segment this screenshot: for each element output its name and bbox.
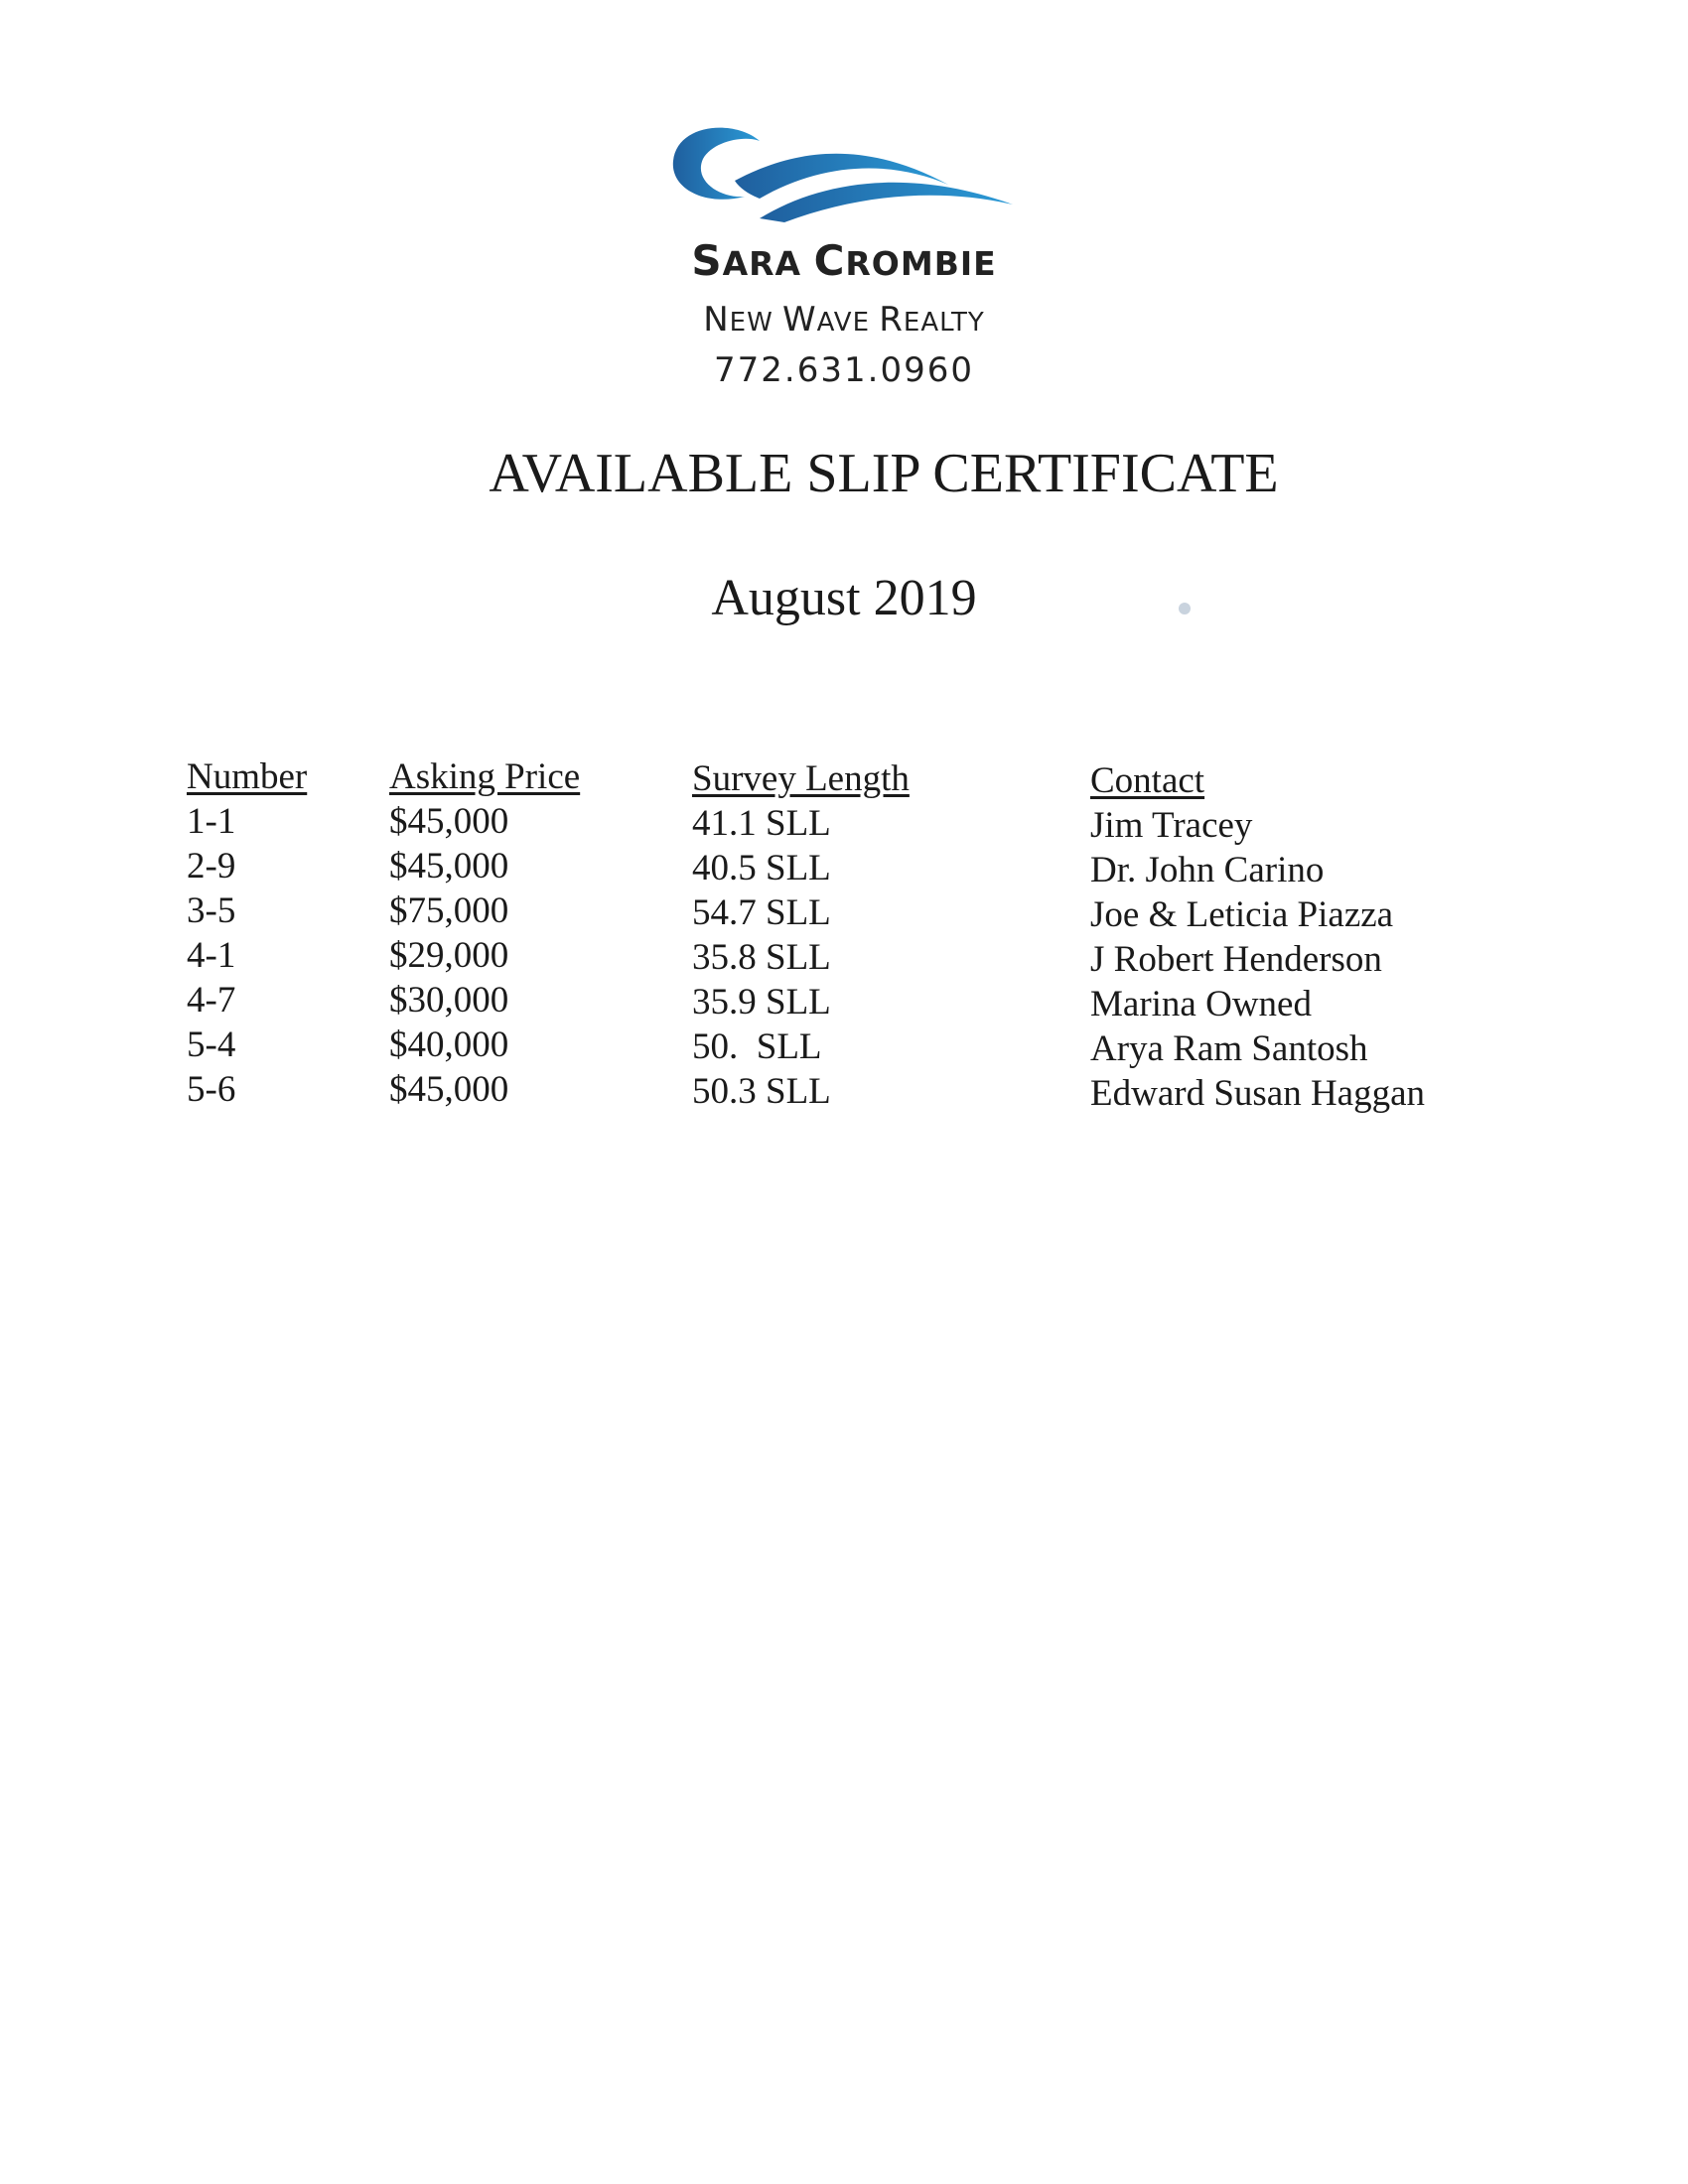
column-contact	[1090, 758, 1425, 1116]
cell-price-4: $29,000	[389, 935, 509, 976]
cell-price-2: $45,000	[389, 846, 509, 887]
header-survey-length: Survey Length	[692, 758, 910, 799]
cell-contact-4: J Robert Henderson	[1090, 939, 1382, 980]
cell-number-3: 3-5	[187, 890, 236, 931]
phone-number: 772.631.0960	[714, 350, 974, 390]
cell-length-5: 35.9 SLL	[692, 982, 831, 1023]
cell-price-1: $45,000	[389, 801, 509, 842]
cell-length-6: 50. SLL	[692, 1026, 822, 1067]
cell-contact-7: Edward Susan Haggan	[1090, 1073, 1426, 1114]
cell-number-5: 4-7	[187, 980, 236, 1021]
cell-number-1: 1-1	[187, 801, 236, 842]
scan-speck	[1179, 603, 1191, 614]
cell-price-7: $45,000	[389, 1069, 509, 1110]
cell-price-3: $75,000	[389, 890, 509, 931]
cell-number-2: 2-9	[187, 846, 236, 887]
cell-price-6: $40,000	[389, 1024, 509, 1065]
document-title: AVAILABLE SLIP CERTIFICATE	[489, 443, 1279, 504]
cell-contact-6: Arya Ram Santosh	[1090, 1028, 1368, 1069]
cell-length-1: 41.1 SLL	[692, 803, 831, 844]
column-survey-length	[692, 756, 910, 1114]
cell-number-4: 4-1	[187, 935, 236, 976]
cell-contact-3: Joe & Leticia Piazza	[1090, 894, 1394, 935]
cell-length-7: 50.3 SLL	[692, 1071, 831, 1112]
header-number: Number	[187, 756, 308, 797]
header-contact: Contact	[1090, 760, 1205, 801]
wave-lower	[760, 183, 1013, 222]
cell-contact-1: Jim Tracey	[1090, 805, 1253, 846]
agent-name: SARA CROMBIE	[691, 236, 997, 285]
wave-logo	[665, 119, 1013, 228]
cell-contact-2: Dr. John Carino	[1090, 850, 1325, 890]
cell-length-3: 54.7 SLL	[692, 892, 831, 933]
cell-contact-5: Marina Owned	[1090, 984, 1312, 1024]
document-date: August 2019	[711, 570, 977, 626]
column-number	[187, 754, 307, 1112]
column-asking-price	[389, 754, 580, 1112]
cell-number-6: 5-4	[187, 1024, 236, 1065]
cell-price-5: $30,000	[389, 980, 509, 1021]
cell-number-7: 5-6	[187, 1069, 236, 1110]
header-asking-price: Asking Price	[389, 756, 581, 797]
cell-length-2: 40.5 SLL	[692, 848, 831, 888]
company-name: NEW WAVE REALTY	[703, 300, 985, 340]
cell-length-4: 35.8 SLL	[692, 937, 831, 978]
